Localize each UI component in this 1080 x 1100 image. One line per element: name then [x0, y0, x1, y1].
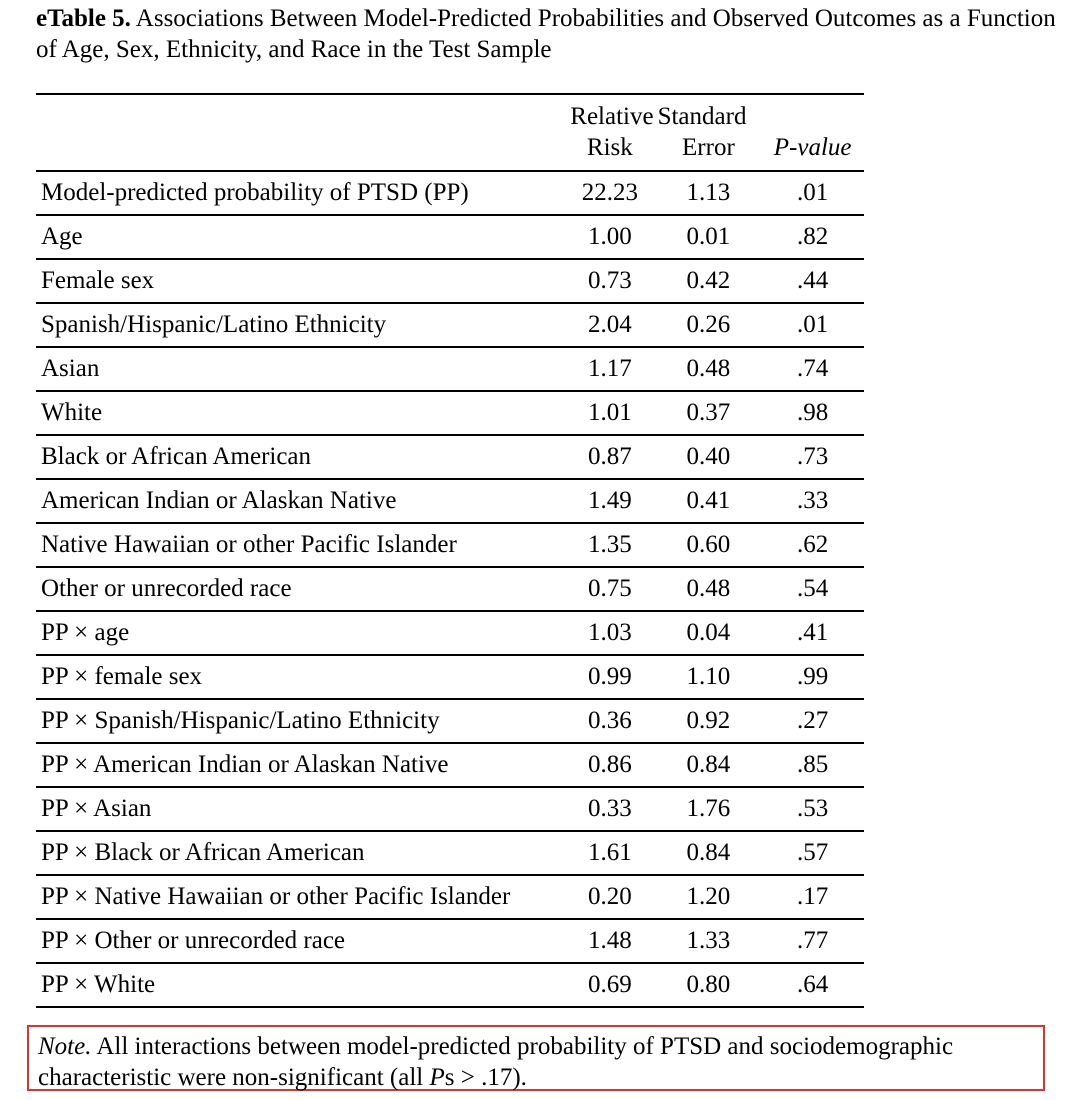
standard-error-cell: 0.80 — [656, 963, 762, 1007]
table-row — [36, 875, 864, 919]
standard-error-cell: 1.20 — [656, 875, 762, 919]
standard-error-cell: 0.84 — [656, 831, 762, 875]
header-row-top — [36, 94, 864, 132]
table-row — [36, 743, 864, 787]
row-label: PP × Spanish/Hispanic/Latino Ethnicity — [36, 699, 564, 743]
standard-error-cell: 0.60 — [656, 523, 762, 567]
table-row — [36, 699, 864, 743]
relative-risk-cell: 1.01 — [564, 391, 655, 435]
header-empty-p — [761, 94, 864, 132]
note-italic-p: P — [429, 1064, 445, 1091]
row-label: Black or African American — [36, 435, 564, 479]
standard-error-cell: 1.33 — [656, 919, 762, 963]
relative-risk-cell: 1.61 — [564, 831, 655, 875]
p-value-cell: .01 — [761, 171, 864, 215]
table-row — [36, 171, 864, 215]
relative-risk-cell: 0.75 — [564, 567, 655, 611]
row-label: Asian — [36, 347, 564, 391]
caption-label: eTable 5. — [36, 5, 131, 32]
table-row — [36, 215, 864, 259]
table-row — [36, 655, 864, 699]
standard-error-cell: 0.42 — [656, 259, 762, 303]
relative-risk-cell: 1.48 — [564, 919, 655, 963]
header-empty-cell-2 — [36, 132, 564, 171]
row-label: White — [36, 391, 564, 435]
row-label: PP × Other or unrecorded race — [36, 919, 564, 963]
p-value-cell: .74 — [761, 347, 864, 391]
standard-error-cell: 1.76 — [656, 787, 762, 831]
relative-risk-cell: 0.86 — [564, 743, 655, 787]
standard-error-cell: 0.48 — [656, 347, 762, 391]
p-value-cell: .73 — [761, 435, 864, 479]
p-value-cell: .54 — [761, 567, 864, 611]
header-risk: Risk — [564, 132, 655, 171]
relative-risk-cell: 0.99 — [564, 655, 655, 699]
table-row — [36, 963, 864, 1007]
relative-risk-cell: 1.35 — [564, 523, 655, 567]
table-row — [36, 787, 864, 831]
standard-error-cell: 0.01 — [656, 215, 762, 259]
row-label: American Indian or Alaskan Native — [36, 479, 564, 523]
table-body — [36, 171, 864, 1007]
table-row — [36, 567, 864, 611]
table-row — [36, 347, 864, 391]
row-label: Other or unrecorded race — [36, 567, 564, 611]
table-caption — [36, 3, 1066, 65]
caption-text: Associations Between Model-Predicted Probabilities and Observed Outcomes as a Function of Age, Sex, Ethnicity, and Race in the Test Sample — [36, 5, 1056, 63]
standard-error-cell: 0.26 — [656, 303, 762, 347]
p-value-cell: .98 — [761, 391, 864, 435]
row-label: Female sex — [36, 259, 564, 303]
header-empty-cell — [36, 94, 564, 132]
standard-error-cell: 0.41 — [656, 479, 762, 523]
standard-error-cell: 1.13 — [656, 171, 762, 215]
header-error: Error — [656, 132, 762, 171]
relative-risk-cell: 0.33 — [564, 787, 655, 831]
table-row — [36, 831, 864, 875]
row-label: PP × American Indian or Alaskan Native — [36, 743, 564, 787]
relative-risk-cell: 22.23 — [564, 171, 655, 215]
row-label: PP × age — [36, 611, 564, 655]
header-relative: Relative — [564, 94, 655, 132]
p-value-cell: .99 — [761, 655, 864, 699]
row-label: PP × Black or African American — [36, 831, 564, 875]
row-label: PP × White — [36, 963, 564, 1007]
row-label: Model-predicted probability of PTSD (PP) — [36, 171, 564, 215]
standard-error-cell: 0.37 — [656, 391, 762, 435]
relative-risk-cell: 1.49 — [564, 479, 655, 523]
note-label: Note. — [38, 1033, 92, 1060]
table-row — [36, 303, 864, 347]
p-value-cell: .62 — [761, 523, 864, 567]
p-value-cell: .57 — [761, 831, 864, 875]
note-text-after: s > .17). — [444, 1064, 527, 1091]
table-row — [36, 259, 864, 303]
note-text-before: All interactions between model-predicted probability of PTSD and sociodemographic characteristic were non-significant (all — [38, 1033, 954, 1091]
p-value-cell: .85 — [761, 743, 864, 787]
p-value-cell: .44 — [761, 259, 864, 303]
row-label: Native Hawaiian or other Pacific Islander — [36, 523, 564, 567]
relative-risk-cell: 0.36 — [564, 699, 655, 743]
p-value-cell: .77 — [761, 919, 864, 963]
table-header — [36, 94, 864, 171]
row-label: PP × female sex — [36, 655, 564, 699]
note-box — [27, 1025, 1045, 1091]
standard-error-cell: 0.40 — [656, 435, 762, 479]
relative-risk-cell: 2.04 — [564, 303, 655, 347]
table-row — [36, 391, 864, 435]
header-standard: Standard — [656, 94, 762, 132]
p-value-cell: .82 — [761, 215, 864, 259]
table-row — [36, 523, 864, 567]
standard-error-cell: 0.04 — [656, 611, 762, 655]
row-label: Spanish/Hispanic/Latino Ethnicity — [36, 303, 564, 347]
p-value-cell: .27 — [761, 699, 864, 743]
table-row — [36, 611, 864, 655]
header-row-bottom — [36, 132, 864, 171]
row-label: Age — [36, 215, 564, 259]
p-value-cell: .64 — [761, 963, 864, 1007]
p-value-cell: .17 — [761, 875, 864, 919]
relative-risk-cell: 1.03 — [564, 611, 655, 655]
relative-risk-cell: 0.20 — [564, 875, 655, 919]
header-pvalue: P-value — [761, 132, 864, 171]
relative-risk-cell: 0.73 — [564, 259, 655, 303]
table-row — [36, 435, 864, 479]
relative-risk-cell: 1.17 — [564, 347, 655, 391]
p-value-cell: .53 — [761, 787, 864, 831]
standard-error-cell: 0.92 — [656, 699, 762, 743]
row-label: PP × Asian — [36, 787, 564, 831]
standard-error-cell: 0.84 — [656, 743, 762, 787]
standard-error-cell: 0.48 — [656, 567, 762, 611]
p-value-cell: .33 — [761, 479, 864, 523]
row-label: PP × Native Hawaiian or other Pacific Islander — [36, 875, 564, 919]
results-table — [36, 93, 864, 1008]
p-value-cell: .41 — [761, 611, 864, 655]
relative-risk-cell: 1.00 — [564, 215, 655, 259]
relative-risk-cell: 0.69 — [564, 963, 655, 1007]
relative-risk-cell: 0.87 — [564, 435, 655, 479]
standard-error-cell: 1.10 — [656, 655, 762, 699]
table-row — [36, 919, 864, 963]
table-row — [36, 479, 864, 523]
p-value-cell: .01 — [761, 303, 864, 347]
